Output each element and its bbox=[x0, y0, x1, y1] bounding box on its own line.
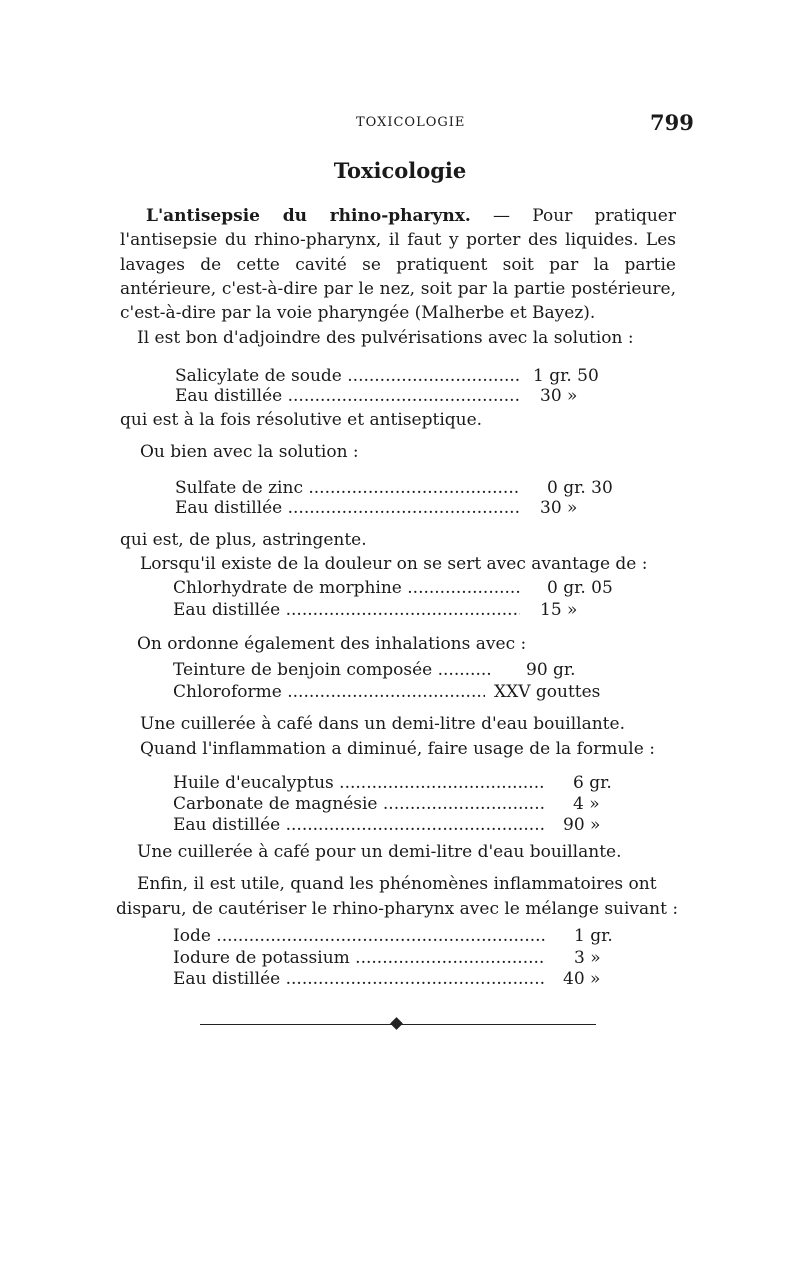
recipe-quantity: 0 gr. 30 bbox=[547, 478, 613, 498]
intro-text: — Pour pratiquer l'antisepsie du rhino-pharynx, il faut y porter des liquides. Les lavages de cette cavité se pratiquent soit par la partie antérieure, c'est-à-dire par le nez, soit par la partie postérieure, c'est-à-dire par la voie pharyngée (Malherbe et Bayez). bbox=[120, 206, 676, 324]
recipe-ingredient: Eau distillée ..... bbox=[173, 815, 546, 835]
recipe-quantity: 90 » bbox=[563, 815, 601, 835]
intro-lead: L'antisepsie du rhino-pharynx. bbox=[146, 206, 471, 226]
recipe-quantity: 1 gr. 50 bbox=[533, 366, 599, 386]
text-line: Lorsqu'il existe de la douleur on se sert avec avantage de : bbox=[140, 554, 648, 574]
recipe-quantity: XXV gouttes bbox=[494, 682, 601, 702]
recipe-quantity: 30 » bbox=[540, 386, 578, 406]
text-line: Il est bon d'adjoindre des pulvérisations avec la solution : bbox=[137, 328, 634, 348]
recipe-ingredient: Huile d'eucalyptus ..... bbox=[173, 773, 546, 793]
recipe-quantity: 40 » bbox=[563, 969, 601, 989]
running-header: TOXICOLOGIE bbox=[356, 115, 466, 130]
recipe-ingredient: Eau distillée ..... bbox=[175, 386, 520, 406]
intro-paragraph bbox=[120, 204, 676, 325]
recipe-quantity: 3 » bbox=[574, 948, 601, 968]
recipe-ingredient: Salicylate de soude ..... bbox=[175, 366, 520, 386]
recipe-quantity: 6 gr. bbox=[573, 773, 612, 793]
recipe-ingredient: Eau distillée ..... bbox=[173, 600, 520, 620]
recipe-quantity: 30 » bbox=[540, 498, 578, 518]
text-line: Quand l'inflammation a diminué, faire usage de la formule : bbox=[140, 739, 655, 759]
text-line: disparu, de cautériser le rhino-pharynx avec le mélange suivant : bbox=[116, 899, 679, 919]
divider-ornament-icon bbox=[390, 1017, 403, 1030]
recipe-ingredient: Teinture de benjoin composée ..... bbox=[173, 660, 491, 680]
text-line: qui est, de plus, astringente. bbox=[120, 530, 367, 550]
recipe-quantity: 15 » bbox=[540, 600, 578, 620]
recipe-quantity: 4 » bbox=[573, 794, 600, 814]
recipe-ingredient: Chlorhydrate de morphine ..... bbox=[173, 578, 520, 598]
recipe-quantity: 1 gr. bbox=[574, 926, 613, 946]
recipe-quantity: 90 gr. bbox=[526, 660, 576, 680]
recipe-ingredient: Iodure de potassium ..... bbox=[173, 948, 546, 968]
text-line: Ou bien avec la solution : bbox=[140, 442, 359, 462]
page-number: 799 bbox=[650, 110, 694, 135]
text-line: Une cuillerée à café pour un demi-litre d'eau bouillante. bbox=[137, 842, 622, 862]
text-line: Une cuillerée à café dans un demi-litre d'eau bouillante. bbox=[140, 714, 625, 734]
recipe-ingredient: Chloroforme ..... bbox=[173, 682, 485, 702]
text-line: qui est à la fois résolutive et antiseptique. bbox=[120, 410, 483, 430]
recipe-ingredient: Carbonate de magnésie ..... bbox=[173, 794, 546, 814]
recipe-ingredient: Eau distillée ..... bbox=[175, 498, 520, 518]
recipe-ingredient: Sulfate de zinc ..... bbox=[175, 478, 520, 498]
text-line: Enfin, il est utile, quand les phénomènes inflammatoires ont bbox=[137, 874, 657, 894]
text-line: On ordonne également des inhalations avec : bbox=[137, 634, 527, 654]
section-title: Toxicologie bbox=[333, 158, 467, 183]
recipe-quantity: 0 gr. 05 bbox=[547, 578, 613, 598]
recipe-ingredient: Eau distillée ..... bbox=[173, 969, 546, 989]
recipe-ingredient: Iode ..... bbox=[173, 926, 546, 946]
